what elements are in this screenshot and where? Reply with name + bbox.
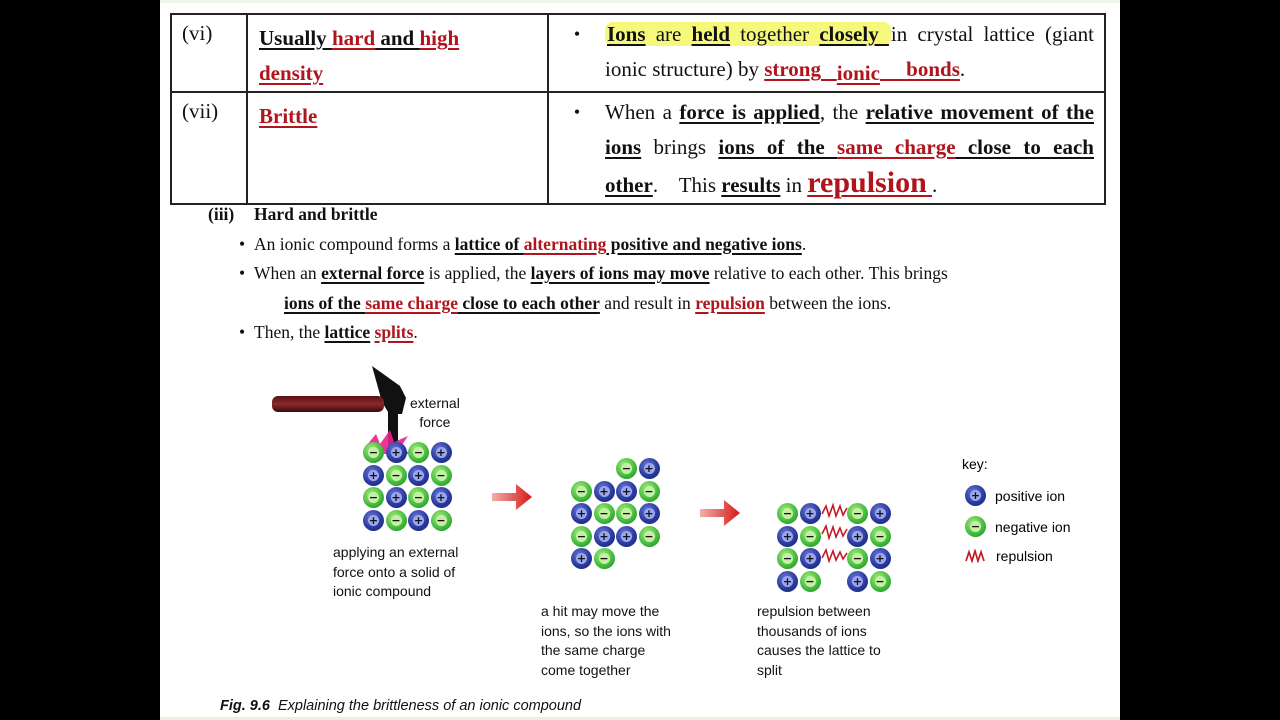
text: held <box>691 22 731 46</box>
text: close to each other <box>458 292 600 313</box>
positive-ion-icon: + <box>800 503 821 524</box>
property-cell <box>247 14 548 92</box>
key-label: negative ion <box>995 518 1071 535</box>
negative-ion-icon: − <box>408 487 429 508</box>
text: repulsion <box>695 292 765 313</box>
text: relative movement of the ions <box>605 100 1094 159</box>
negative-ion-icon: − <box>408 442 429 463</box>
positive-ion-icon: + <box>571 548 592 569</box>
text: . This <box>652 173 722 197</box>
negative-ion-icon: − <box>431 510 452 531</box>
negative-ion-icon: − <box>847 548 868 569</box>
text: . <box>801 233 807 254</box>
text: brings <box>641 135 719 159</box>
negative-ion-icon: − <box>386 465 407 486</box>
positive-ion-icon: + <box>870 503 891 524</box>
text: ions of the <box>718 135 838 159</box>
positive-ion-icon: + <box>594 481 615 502</box>
key-item-positive <box>965 485 1065 506</box>
description-text <box>605 93 1094 203</box>
figure-caption-text: Explaining the brittleness of an ionic compound <box>277 698 582 714</box>
row-number: (vii) <box>171 92 247 204</box>
text: , the <box>819 100 866 124</box>
positive-ion-icon: + <box>777 526 798 547</box>
text: external <box>410 395 460 411</box>
negative-ion-icon: − <box>870 526 891 547</box>
positive-ion-icon: + <box>870 548 891 569</box>
negative-ion-icon: − <box>571 481 592 502</box>
text: and <box>375 26 420 50</box>
figure-caption <box>220 698 581 714</box>
text: density <box>259 61 324 85</box>
document-page <box>160 0 1120 720</box>
negative-ion-icon: − <box>777 503 798 524</box>
text: splits <box>374 322 414 342</box>
text: positive and negative ions <box>606 233 802 254</box>
text: come together <box>541 661 631 678</box>
highlighted-text <box>605 22 891 46</box>
bullet-icon: • <box>573 24 581 44</box>
section-heading <box>208 200 1088 230</box>
positive-ion-icon: + <box>363 465 384 486</box>
positive-ion-icon: + <box>800 548 821 569</box>
text: close to each other <box>605 135 1094 197</box>
negative-ion-icon: − <box>847 503 868 524</box>
negative-ion-icon: − <box>363 442 384 463</box>
text: in crystal lattice (giant ionic structure) by <box>605 22 1095 81</box>
positive-ion-icon: + <box>386 442 407 463</box>
force-label <box>410 394 460 432</box>
positive-ion-icon: + <box>616 481 637 502</box>
hammer-icon <box>268 364 418 454</box>
negative-ion-icon: − <box>777 548 798 569</box>
text: . <box>413 322 418 342</box>
caption-step-3 <box>757 602 881 680</box>
list-item <box>239 230 1088 260</box>
positive-ion-icon: + <box>847 526 868 547</box>
text: ions of the <box>284 292 366 313</box>
positive-ion-icon: + <box>431 442 452 463</box>
text: strong <box>764 57 821 81</box>
text: results <box>721 173 781 197</box>
key-title: key: <box>962 456 988 472</box>
text: Brittle <box>259 104 318 128</box>
negative-ion-icon: − <box>386 510 407 531</box>
key-item-repulsion <box>965 548 1053 564</box>
text: same charge <box>365 292 459 313</box>
text: When an <box>254 263 322 283</box>
section-number: (iii) <box>208 204 235 224</box>
text: thousands of ions <box>757 622 867 639</box>
text: in <box>780 173 808 197</box>
text: force onto a solid of <box>333 563 456 580</box>
text: . <box>932 173 938 197</box>
description-text <box>605 15 1094 87</box>
text: split <box>757 661 782 678</box>
positive-ion-icon: + <box>594 526 615 547</box>
negative-ion-icon: − <box>616 503 637 524</box>
text: closely <box>819 22 889 46</box>
positive-ion-icon: + <box>616 526 637 547</box>
positive-ion-icon: + <box>639 458 660 479</box>
text: external force <box>321 263 425 283</box>
text: alternating <box>523 233 607 254</box>
text: bonds <box>906 57 960 81</box>
text: between the ions. <box>764 292 892 313</box>
negative-ion-icon: − <box>639 481 660 502</box>
positive-ion-icon: + <box>408 510 429 531</box>
positive-ion-icon: + <box>571 503 592 524</box>
positive-ion-icon: + <box>639 503 660 524</box>
negative-ion-icon: − <box>800 526 821 547</box>
positive-ion-icon: + <box>847 571 868 592</box>
text: repulsion between <box>757 603 871 619</box>
text: are <box>645 22 692 46</box>
figure-brittleness <box>160 360 1120 720</box>
negative-ion-icon: − <box>594 503 615 524</box>
text: same charge <box>837 135 956 159</box>
text: force is applied <box>679 100 820 124</box>
text: a hit may move the <box>541 603 660 619</box>
description-cell <box>548 14 1105 92</box>
negative-ion-icon: − <box>571 526 592 547</box>
arrow-right-icon <box>700 500 742 526</box>
list-item <box>239 318 1088 348</box>
hard-and-brittle-section <box>208 200 1088 348</box>
bullet-list <box>208 230 1088 348</box>
text: layers of ions may move <box>530 263 710 283</box>
caption-step-1 <box>333 543 458 602</box>
text: . <box>959 57 966 81</box>
text: lattice of <box>454 233 524 254</box>
negative-ion-icon: − <box>616 458 637 479</box>
negative-ion-icon: − <box>639 526 660 547</box>
text: relative to each other. This brings <box>709 263 948 283</box>
positive-ion-icon: + <box>363 510 384 531</box>
section-title: Hard and brittle <box>254 204 378 224</box>
text: lattice <box>324 322 371 342</box>
text: ionic compound <box>333 583 432 599</box>
table-row <box>171 14 1105 92</box>
row-number: (vi) <box>171 14 247 92</box>
text: and result in <box>599 292 696 313</box>
text: repulsion <box>807 166 927 199</box>
text: applying an external <box>333 544 459 560</box>
caption-step-2 <box>541 602 671 680</box>
text: ionic <box>836 61 880 85</box>
text: When a <box>605 100 680 124</box>
page-top-strip <box>160 0 1120 3</box>
text: hard <box>331 26 376 50</box>
key-label: repulsion <box>996 548 1053 564</box>
positive-ion-icon: + <box>431 487 452 508</box>
negative-ion-icon: − <box>594 548 615 569</box>
text: An ionic compound forms a <box>254 233 455 254</box>
figure-number: Fig. 9.6 <box>220 698 270 714</box>
table-row <box>171 92 1105 204</box>
text: Then, the <box>254 322 325 342</box>
positive-ion-icon: + <box>965 485 986 506</box>
text: high <box>419 26 460 50</box>
negative-ion-icon: − <box>431 465 452 486</box>
text: the same charge <box>541 642 646 658</box>
negative-ion-icon: − <box>870 571 891 592</box>
text: together <box>730 22 820 46</box>
negative-ion-icon: − <box>363 487 384 508</box>
text: is applied, the <box>424 263 531 283</box>
key-label: positive ion <box>995 487 1066 504</box>
property-cell <box>247 92 548 204</box>
repulsion-icon <box>965 549 987 563</box>
repulsion-icon <box>820 500 850 580</box>
text: Ions <box>607 22 646 46</box>
negative-ion-icon: − <box>800 571 821 592</box>
negative-ion-icon: − <box>965 516 986 537</box>
properties-table <box>170 13 1106 205</box>
description-cell <box>548 92 1105 204</box>
arrow-right-icon <box>492 484 534 510</box>
key-item-negative <box>965 516 1071 537</box>
text: causes the lattice to <box>757 642 881 658</box>
text: force <box>419 414 451 430</box>
bullet-icon: • <box>573 102 581 122</box>
text: ions, so the ions with <box>541 622 671 639</box>
positive-ion-icon: + <box>386 487 407 508</box>
text: Usually <box>259 26 332 50</box>
list-item <box>239 259 1088 318</box>
positive-ion-icon: + <box>408 465 429 486</box>
positive-ion-icon: + <box>777 571 798 592</box>
